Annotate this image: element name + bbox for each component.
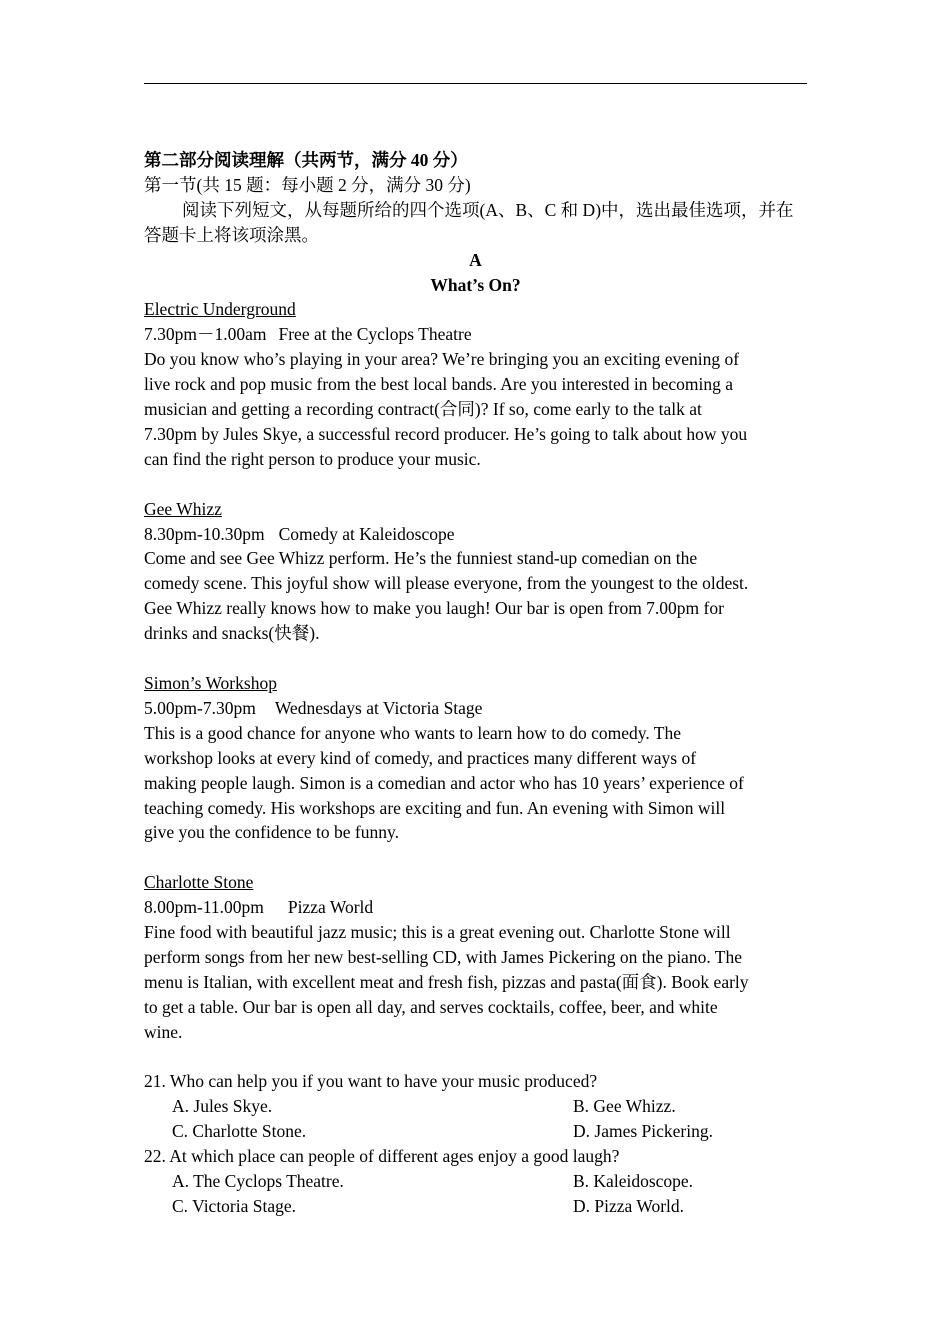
- event-place: Comedy at Kaleidoscope: [278, 523, 455, 544]
- event-place: Free at the Cyclops Theatre: [278, 324, 472, 345]
- event-body-line: to get a table. Our bar is open all day, and serves cocktails, coffee, beer, and white: [144, 996, 718, 1017]
- part-title: 第二部分阅读理解（共两节，满分 40 分）: [144, 150, 468, 170]
- event-body-line: comedy scene. This joyful show will please everyone, from the youngest to the oldest.: [144, 573, 749, 594]
- event-time: 7.30pm－1.00am: [144, 324, 267, 345]
- event-body-line: teaching comedy. His workshops are exciting and fun. An evening with Simon will: [144, 797, 726, 818]
- option-b: B. Gee Whizz.: [573, 1096, 676, 1117]
- event-body-line: Do you know who’s playing in your area? We’re bringing you an exciting evening of: [144, 349, 740, 370]
- event-body-line: live rock and pop music from the best local bands. Are you interested in becoming a: [144, 374, 734, 395]
- event-body-line: musician and getting a recording contract(合同)? If so, come early to the talk at: [144, 399, 702, 420]
- event-name: Electric Underground: [144, 299, 296, 320]
- question-stem: 21. Who can help you if you want to have your music produced?: [144, 1071, 598, 1092]
- event-place: Pizza World: [287, 897, 374, 918]
- option-a: A. Jules Skye.: [172, 1096, 273, 1117]
- question-21: [144, 1069, 807, 1144]
- event-place: Wednesdays at Victoria Stage: [274, 697, 483, 718]
- event-name: Gee Whizz: [144, 498, 222, 519]
- event-body-line: Gee Whizz really knows how to make you laugh! Our bar is open from 7.00pm for: [144, 598, 724, 619]
- event-body-line: Come and see Gee Whizz perform. He’s the funniest stand-up comedian on the: [144, 548, 698, 569]
- event-body-line: wine.: [144, 1021, 183, 1042]
- question-22: [144, 1144, 807, 1219]
- option-a: A. The Cyclops Theatre.: [172, 1171, 344, 1192]
- event-body-line: drinks and snacks(快餐).: [144, 623, 320, 644]
- event-time: 5.00pm-7.30pm: [144, 697, 256, 718]
- section-title: 第一节(共 15 题：每小题 2 分，满分 30 分): [144, 174, 471, 195]
- passage-title: What’s On?: [430, 274, 521, 295]
- option-c: C. Victoria Stage.: [172, 1196, 297, 1216]
- event-body-line: menu is Italian, with excellent meat and fresh fish, pizzas and pasta(面食). Book early: [144, 971, 749, 992]
- event-time: 8.30pm-10.30pm: [144, 523, 265, 544]
- exam-page: [144, 148, 807, 1219]
- event-schedule: [144, 522, 807, 547]
- event-time: 8.00pm-11.00pm: [144, 897, 264, 918]
- event-charlotte-stone: [144, 870, 807, 1044]
- event-schedule: [144, 696, 807, 721]
- event-schedule: [144, 895, 807, 920]
- event-name: Charlotte Stone: [144, 872, 254, 893]
- event-body-line: can find the right person to produce your music.: [144, 448, 481, 469]
- event-simons-workshop: [144, 671, 807, 845]
- header-rule: [144, 83, 807, 84]
- event-schedule: [144, 322, 807, 347]
- event-body-line: perform songs from her new best-selling CD, with James Pickering on the piano. The: [144, 946, 742, 967]
- option-d: D. Pizza World.: [573, 1196, 685, 1216]
- option-c: C. Charlotte Stone.: [172, 1121, 307, 1142]
- instructions: 阅读下列短文，从每题所给的四个选项(A、B、C 和 D)中，选出最佳选项，并在答题卡上将该项涂黑。: [144, 199, 794, 245]
- event-electric-underground: [144, 297, 807, 471]
- event-body-line: This is a good chance for anyone who wants to learn how to do comedy. The: [144, 722, 682, 743]
- event-body-line: workshop looks at every kind of comedy, and practices many different ways of: [144, 747, 697, 768]
- passage-letter: A: [469, 249, 482, 270]
- option-d: D. James Pickering.: [573, 1121, 713, 1142]
- event-name: Simon’s Workshop: [144, 673, 277, 693]
- question-stem: 22. At which place can people of different ages enjoy a good laugh?: [144, 1146, 620, 1167]
- event-body-line: 7.30pm by Jules Skye, a successful record producer. He’s going to talk about how you: [144, 423, 748, 444]
- event-body-line: making people laugh. Simon is a comedian and actor who has 10 years’ experience of: [144, 772, 744, 793]
- event-body-line: give you the confidence to be funny.: [144, 822, 399, 843]
- option-b: B. Kaleidoscope.: [573, 1171, 694, 1192]
- event-body-line: Fine food with beautiful jazz music; this is a great evening out. Charlotte Stone will: [144, 922, 731, 943]
- event-gee-whizz: [144, 497, 807, 646]
